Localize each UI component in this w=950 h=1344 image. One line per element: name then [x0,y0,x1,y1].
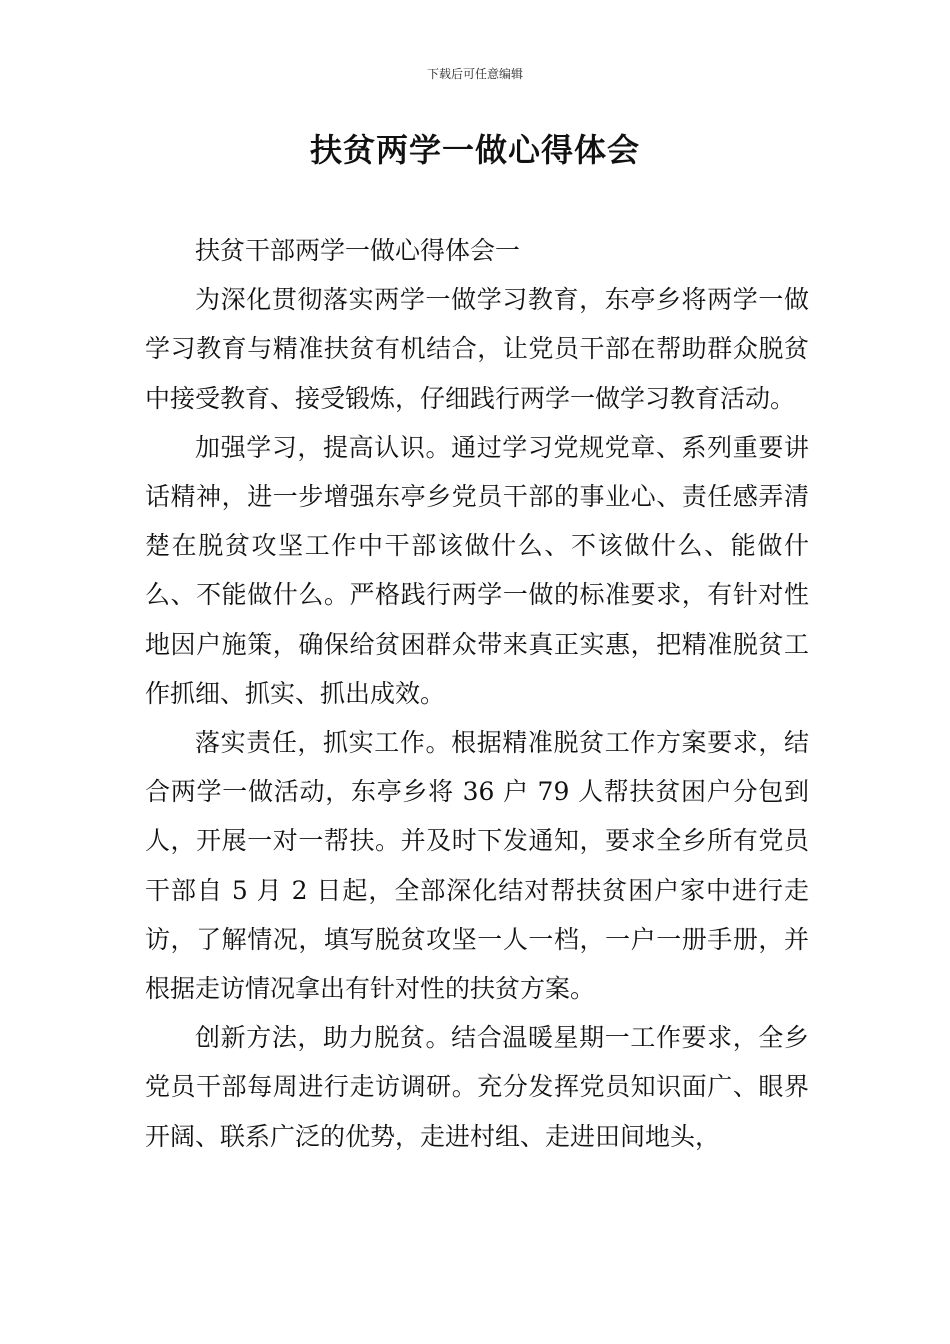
document-body [145,226,809,1161]
subtitle-paragraph: 扶贫干部两学一做心得体会一 [195,236,521,265]
body-paragraph: 落实责任，抓实工作。根据精准脱贫工作方案要求，结合两学一做活动，东亭乡将 36 户 79 人帮扶贫困户分包到人，开展一对一帮扶。并及时下发通知，要求全乡所有党员干部自 5 月 2 日起，全部深化结对帮扶贫困户家中进行走访，了解情况，填写脱贫攻坚一人一档，一户一册手册，并根据走访情况拿出有针对性的扶贫方案。 [145,728,809,1004]
body-paragraph: 创新方法，助力脱贫。结合温暖星期一工作要求，全乡党员干部每周进行走访调研。充分发挥党员知识面广、眼界开阔、联系广泛的优势，走进村组、走进田间地头， [145,1023,809,1151]
header-note: 下载后可任意编辑 [426,67,523,81]
body-paragraph: 加强学习，提高认识。通过学习党规党章、系列重要讲话精神，进一步增强东亭乡党员干部的事业心、责任感弄清楚在脱贫攻坚工作中干部该做什么、不该做什么、能做什么、不能做什么。严格践行两学一做的标准要求，有针对性地因户施策，确保给贫困群众带来真正实惠，把精准脱贫工作抓细、抓实、抓出成效。 [145,432,809,708]
document-title: 扶贫两学一做心得体会 [309,131,640,169]
body-paragraph: 为深化贯彻落实两学一做学习教育，东亭乡将两学一做学习教育与精准扶贫有机结合，让党员干部在帮助群众脱贫中接受教育、接受锻炼，仔细践行两学一做学习教育活动。 [145,285,809,413]
